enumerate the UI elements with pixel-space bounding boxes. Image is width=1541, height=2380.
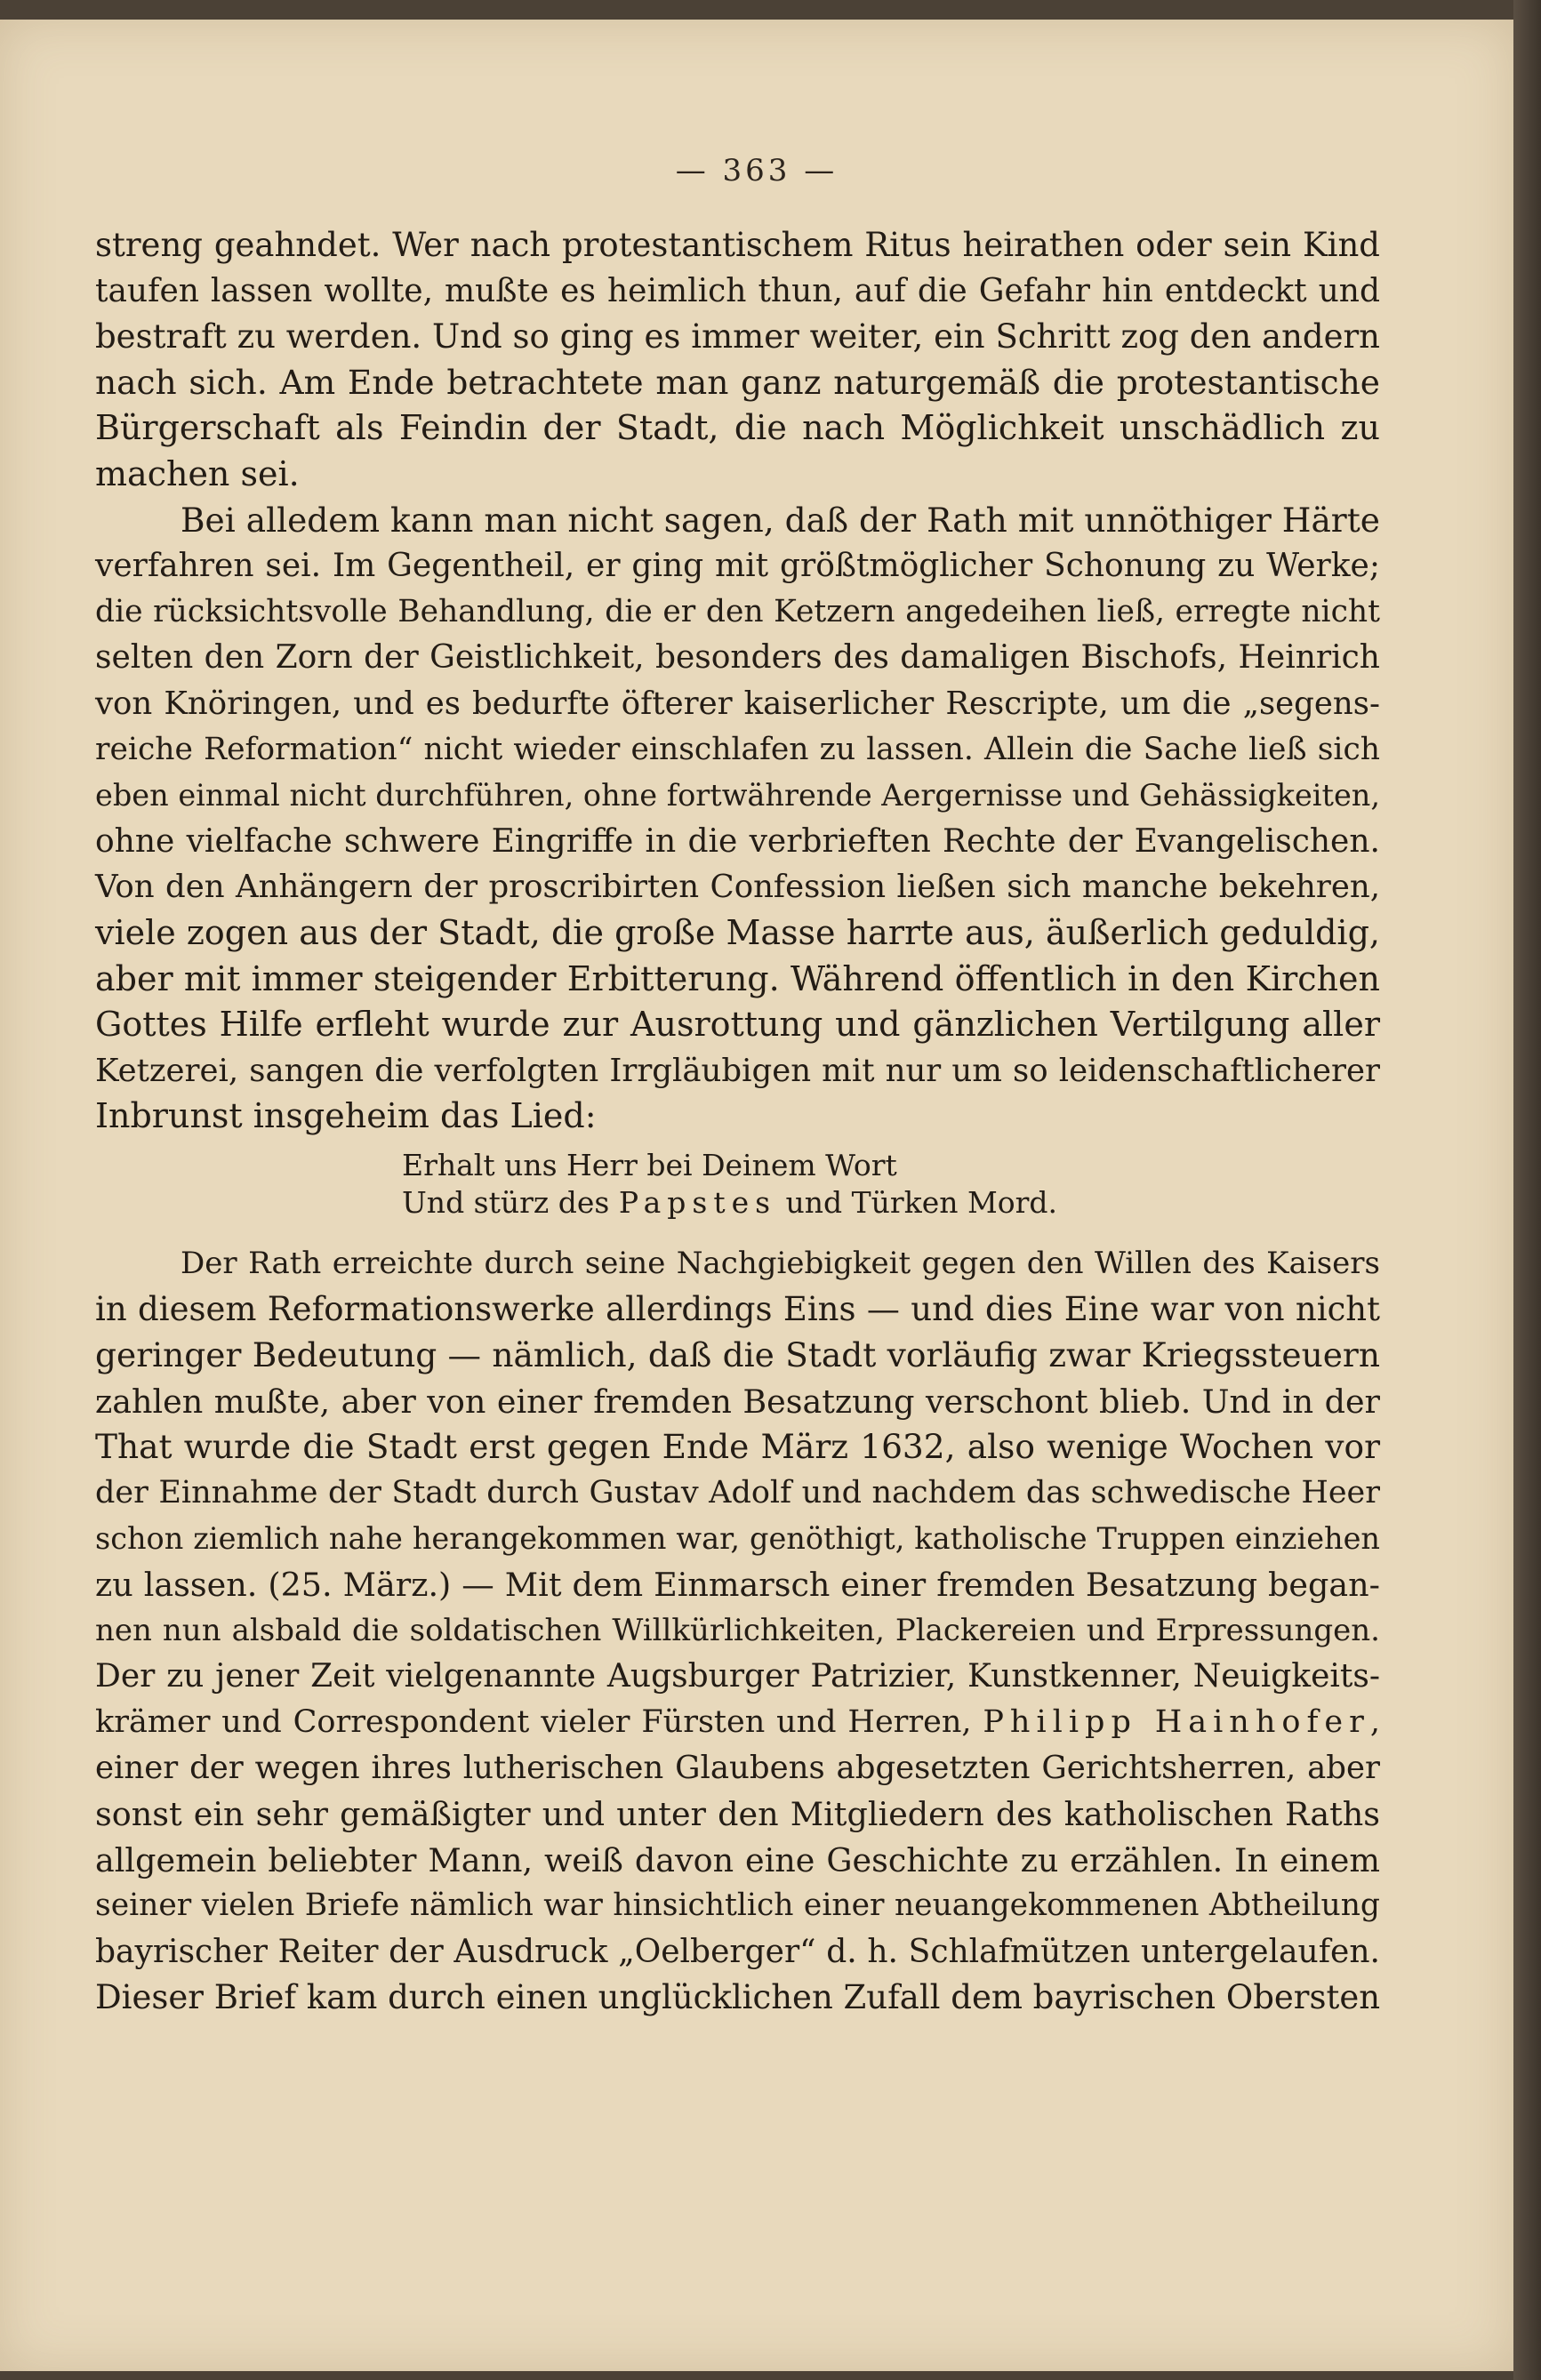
text-line: sonst ein sehr gemäßigter und unter den Mitgliedern des katholischen Raths bbox=[95, 1795, 1380, 1833]
text-line: Von den Anhängern der proscribirten Confession ließen sich manche bekehren, bbox=[95, 869, 1380, 906]
text-line: taufen lassen wollte, mußte es heimlich thun, auf die Gefahr hin entdeckt und bbox=[95, 272, 1380, 309]
text-line: Bei alledem kann man nicht sagen, daß der Rath mit unnöthiger Härte bbox=[181, 500, 1380, 540]
body-text bbox=[95, 222, 1380, 2021]
text-segment: , bbox=[1369, 1703, 1380, 1740]
text-line: von Knöringen, und es bedurfte öfterer kaiserlicher Rescripte, um die „segens- bbox=[95, 685, 1380, 722]
text-line: verfahren sei. Im Gegentheil, er ging mit größtmöglicher Schonung zu Werke; bbox=[95, 548, 1380, 585]
text-line: Dieser Brief kam durch einen unglücklichen Zufall dem bayrischen Obersten bbox=[95, 1978, 1381, 2017]
text-line bbox=[95, 1700, 1380, 1746]
book-page bbox=[0, 20, 1513, 2371]
text-line: bayrischer Reiter der Ausdruck „Oelberger“ d. h. Schlafmützen untergelaufen. bbox=[95, 1933, 1380, 1970]
spaced-word: Papstes bbox=[618, 1184, 777, 1220]
text-line: allgemein beliebter Mann, weiß davon eine Geschichte zu erzählen. In einem bbox=[95, 1840, 1380, 1879]
text-line: schon ziemlich nahe herangekommen war, genöthigt, katholische Truppen einziehen bbox=[95, 1521, 1380, 1557]
verse-line: Erhalt uns Herr bei Deinem Wort bbox=[402, 1147, 897, 1182]
text-line: ohne vielfache schwere Eingriffe in die verbrieften Rechte der Evangelischen. bbox=[95, 822, 1380, 860]
text-line: streng geahndet. Wer nach protestantischem Ritus heirathen oder sein Kind bbox=[95, 226, 1380, 264]
text-line: zu lassen. (25. März.) — Mit dem Einmarsch einer fremden Besatzung began- bbox=[95, 1566, 1380, 1605]
text-line: geringer Bedeutung — nämlich, daß die Stadt vorläufig zwar Kriegssteuern bbox=[95, 1335, 1380, 1375]
text-line: Ketzerei, sangen die verfolgten Irrgläubigen mit nur um so leidenschaftlicherer bbox=[95, 1052, 1380, 1089]
spaced-name: Philipp Hainhofer bbox=[983, 1703, 1370, 1740]
verse-text: und Türken Mord. bbox=[776, 1184, 1058, 1220]
text-line: der Einnahme der Stadt durch Gustav Adolf und nachdem das schwedische Heer bbox=[95, 1474, 1380, 1511]
book-spine-edge bbox=[1513, 0, 1541, 2380]
page-number: — 363 — bbox=[675, 153, 839, 188]
verse-line bbox=[95, 1184, 1380, 1222]
text-line: reiche Reformation“ nicht wieder einschlafen zu lassen. Allein die Sache ließ sich bbox=[95, 731, 1380, 767]
text-line: in diesem Reformationswerke allerdings Eins — und dies Eine war von nicht bbox=[95, 1290, 1380, 1329]
text-line: seiner vielen Briefe nämlich war hinsichtlich einer neuangekommenen Abtheilung bbox=[95, 1887, 1380, 1924]
text-line: Der Rath erreichte durch seine Nachgiebigkeit gegen den Willen des Kaisers bbox=[181, 1245, 1380, 1281]
text-line: Gottes Hilfe erfleht wurde zur Ausrottung und gänzlichen Vertilgung aller bbox=[95, 1005, 1380, 1045]
text-line: zahlen mußte, aber von einer fremden Besatzung verschont blieb. Und in der bbox=[95, 1382, 1380, 1421]
text-line: nach sich. Am Ende betrachtete man ganz naturgemäß die protestantische bbox=[95, 362, 1380, 402]
text-line: selten den Zorn der Geistlichkeit, besonders des damaligen Bischofs, Heinrich bbox=[95, 639, 1380, 677]
text-line: die rücksichtsvolle Behandlung, die er den Ketzern angedeihen ließ, erregte nicht bbox=[95, 593, 1380, 629]
text-line: machen sei. bbox=[95, 453, 300, 493]
text-line: That wurde die Stadt erst gegen Ende März 1632, also wenige Wochen vor bbox=[95, 1427, 1380, 1467]
text-line: einer der wegen ihres lutherischen Glaubens abgesetzten Gerichtsherren, aber bbox=[95, 1750, 1380, 1787]
text-line: viele zogen aus der Stadt, die große Masse harrte aus, äußerlich geduldig, bbox=[95, 912, 1380, 952]
text-line: Bürgerschaft als Feindin der Stadt, die nach Möglichkeit unschädlich zu bbox=[95, 408, 1380, 448]
text-line: Inbrunst insgeheim das Lied: bbox=[95, 1096, 597, 1136]
text-segment: krämer und Correspondent vieler Fürsten und Herren, bbox=[95, 1703, 983, 1740]
text-line: nen nun alsbald die soldatischen Willkürlichkeiten, Plackereien und Erpressungen. bbox=[95, 1612, 1380, 1648]
text-line: aber mit immer steigender Erbitterung. Während öffentlich in den Kirchen bbox=[95, 958, 1380, 998]
text-line: bestraft zu werden. Und so ging es immer weiter, ein Schritt zog den andern bbox=[95, 317, 1380, 357]
text-line: eben einmal nicht durchführen, ohne fortwährende Aergernisse und Gehässigkeiten, bbox=[95, 778, 1381, 813]
verse-text: Und stürz des bbox=[402, 1184, 619, 1220]
text-line: Der zu jener Zeit vielgenannte Augsburger Patrizier, Kunstkenner, Neuigkeits- bbox=[95, 1658, 1380, 1695]
